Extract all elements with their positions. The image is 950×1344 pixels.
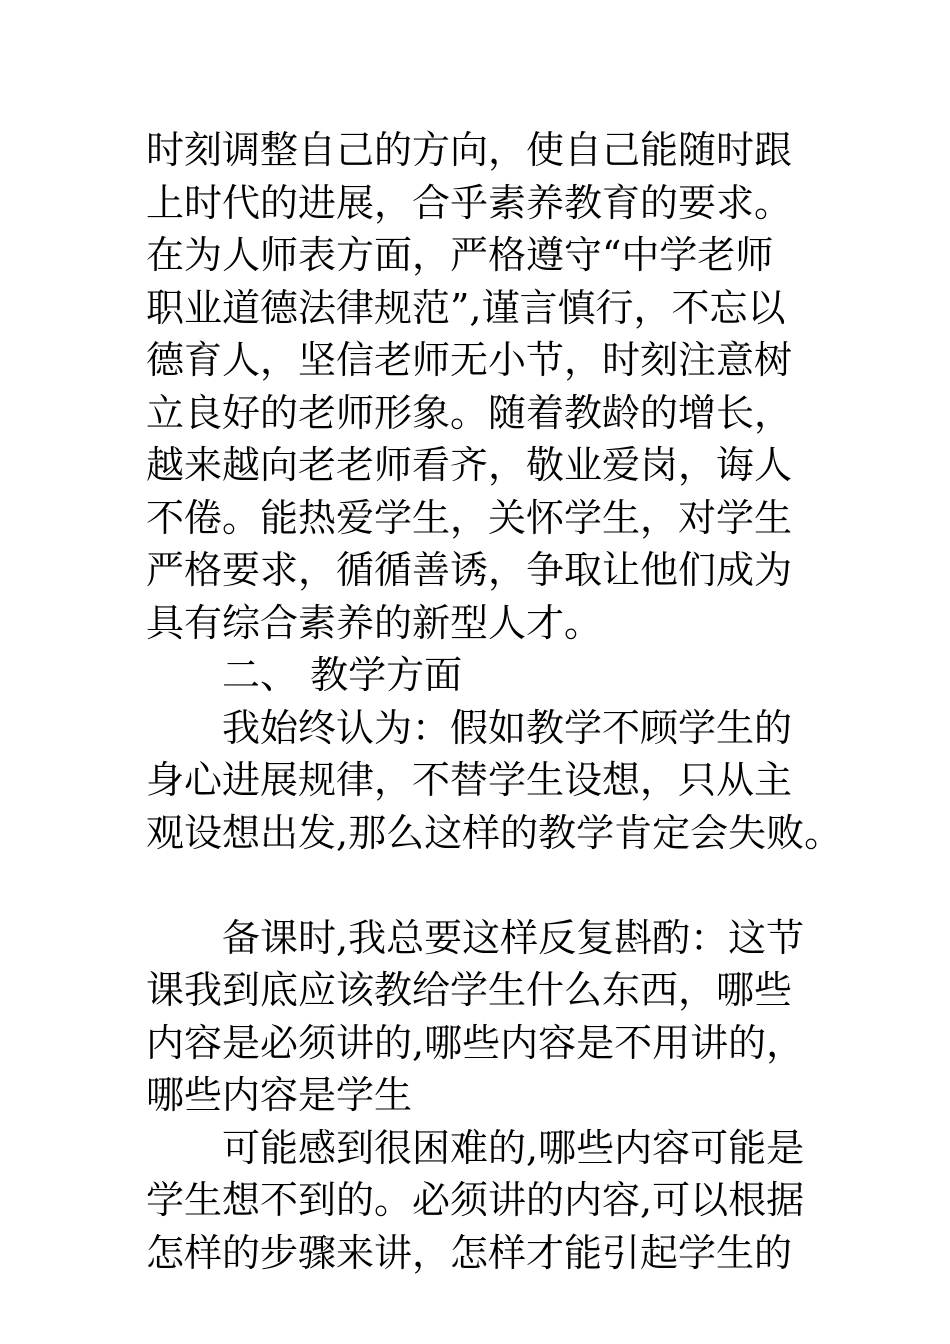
section-heading: 二、 教学方面 [222, 653, 463, 697]
text-line: 身心进展规律，不替学生设想，只从主 [146, 758, 793, 802]
paragraph-start: 备课时,我总要这样反复斟酌：这节 [222, 915, 805, 960]
text-line: 具有综合素养的新型人才。 [146, 600, 603, 645]
blank-line [146, 859, 846, 912]
text-line: 观设想出发,那么这样的教学肯定会失败。 [146, 810, 843, 855]
text-line: 学生想不到的。必须讲的内容,可以根据 [146, 1178, 805, 1222]
text-line: 在为人师表方面，严格遵守“中学老师 [146, 233, 774, 277]
text-line: 德育人，坚信老师无小节，时刻注意树 [146, 338, 793, 382]
text-line: 立良好的老师形象。随着教龄的增长， [146, 390, 793, 435]
text-line: 不倦。能热爱学生，关怀学生，对学生 [146, 495, 793, 540]
text-line: 时刻调整自己的方向，使自己能随时跟 [146, 128, 793, 172]
document-body [146, 124, 846, 1279]
paragraph-start: 我始终认为：假如教学不顾学生的 [222, 705, 793, 750]
text-line: 上时代的进展，合乎素养教育的要求。 [146, 180, 793, 225]
text-line: 越来越向老老师看齐，敬业爱岗，诲人 [146, 443, 793, 487]
text-line: 严格要求，循循善诱，争取让他们成为 [146, 548, 793, 592]
text-line: 课我到底应该教给学生什么东西，哪些 [146, 968, 793, 1012]
text-line: 哪些内容是学生 [146, 1073, 413, 1117]
text-line: 怎样的步骤来讲，怎样才能引起学生的 [146, 1230, 793, 1275]
text-line: 内容是必须讲的,哪些内容是不用讲的， [146, 1020, 805, 1065]
paragraph-start: 可能感到很困难的,哪些内容可能是 [222, 1125, 805, 1170]
text-line: 职业道德法律规范”,谨言慎行，不忘以 [146, 285, 786, 330]
